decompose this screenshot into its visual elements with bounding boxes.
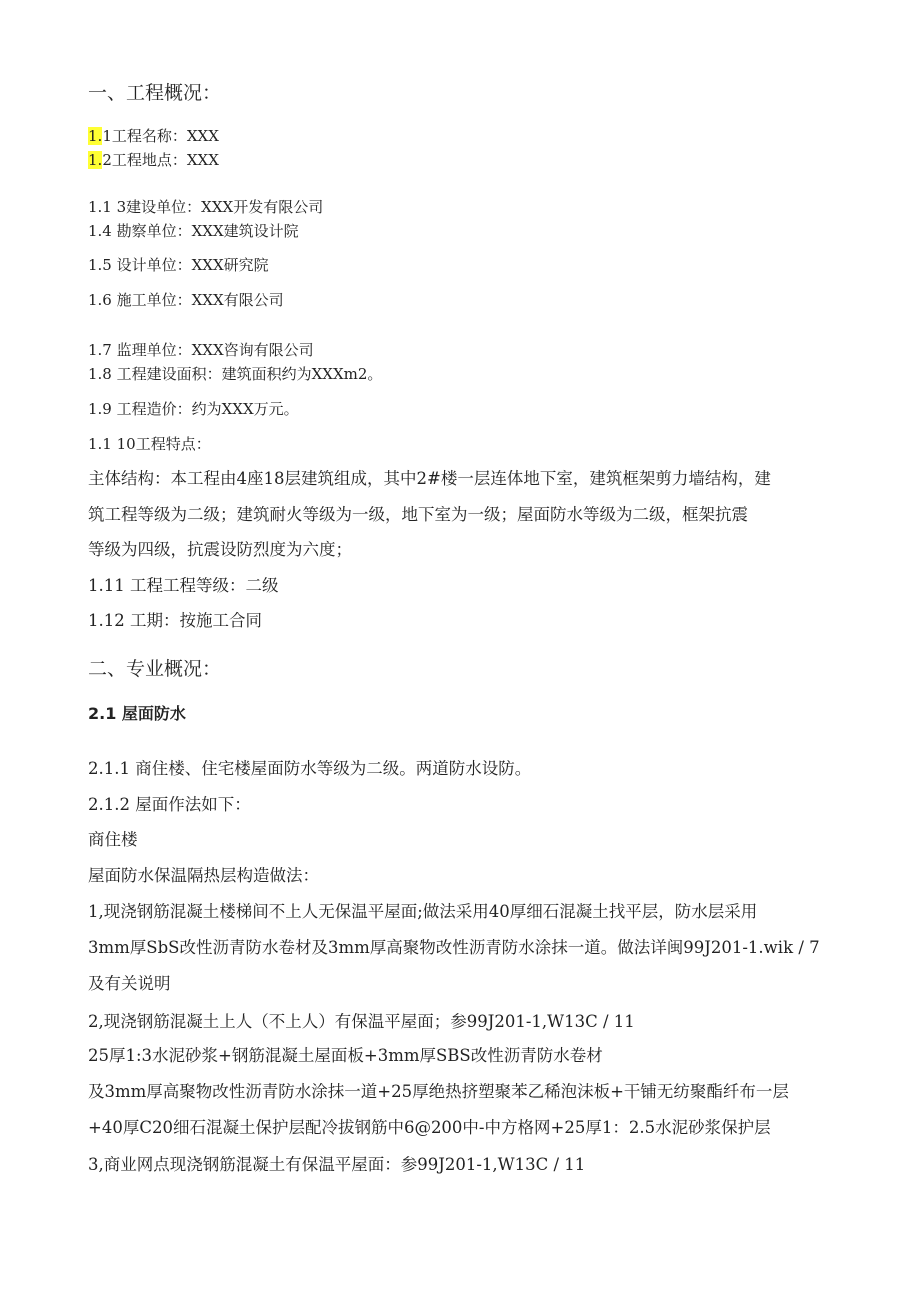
- text-line: 3mm厚SbS改性沥青防水卷材及3mm厚高聚物改性沥青防水涂抹一道。做法详闽99J201-1.wik / 7: [88, 938, 820, 957]
- text-line: 3,商业网点现浇钢筋混凝土有保温平屋面：参99J201-1,W13C / 11: [88, 1155, 586, 1174]
- text-line: 及3mm厚高聚物改性沥青防水涂抹一道+25厚绝热挤塑聚苯乙稀泡沫板+干铺无纺聚酯纤布一层: [88, 1082, 789, 1101]
- subsection-heading: 2.1 屋面防水: [88, 704, 186, 723]
- line-1-5: 1.5 设计单位：XXX研究院: [88, 256, 269, 274]
- text-line: 25厚1:3水泥砂浆+钢筋混凝土屋面板+3mm厚SBS改性沥青防水卷材: [88, 1046, 603, 1065]
- line-1-10: 1.1 10工程特点：: [88, 435, 211, 453]
- text-line: 1,现浇钢筋混凝土楼梯间不上人无保温平屋面;做法采用40厚细石混凝土找平层，防水层采用: [88, 902, 758, 921]
- text-line: +40厚C20细石混凝土保护层配冷拔钢筋中6@200中-中方格网+25厚1：2.5水泥砂浆保护层: [88, 1118, 771, 1137]
- line-1-11: 1.11 工程工程等级：二级: [88, 576, 279, 595]
- highlight-mark: 1.: [88, 151, 103, 169]
- text-line: 2,现浇钢筋混凝土上人（不上人）有保温平屋面；参99J201-1,W13C / 11: [88, 1012, 635, 1031]
- line-2-1-2: 2.1.2 屋面作法如下：: [88, 795, 251, 814]
- text-line: 及有关说明: [88, 974, 171, 993]
- text-line: 商住楼: [88, 830, 138, 849]
- line-1-4: 1.4 勘察单位：XXX建筑设计院: [88, 222, 299, 240]
- highlight-mark: 1.: [88, 127, 103, 145]
- line-1-1-text: 1工程名称：XXX: [102, 127, 219, 145]
- section-2-heading: 二、专业概况：: [88, 658, 222, 680]
- line-1-7: 1.7 监理单位：XXX咨询有限公司: [88, 341, 314, 359]
- line-1-6: 1.6 施工单位：XXX有限公司: [88, 291, 284, 309]
- line-1-3: 1.1 3建设单位：XXX开发有限公司: [88, 198, 324, 216]
- text-line: 屋面防水保温隔热层构造做法：: [88, 866, 319, 885]
- paragraph-line: 等级为四级，抗震设防烈度为六度；: [88, 540, 352, 559]
- line-1-1: [88, 129, 219, 144]
- paragraph-line: 主体结构：本工程由4座18层建筑组成，其中2#楼一层连体地下室，建筑框架剪力墙结构，建: [88, 469, 771, 488]
- paragraph-line: 筑工程等级为二级；建筑耐火等级为一级，地下室为一级；屋面防水等级为二级，框架抗震: [88, 505, 748, 524]
- section-1-heading: 一、工程概况：: [88, 82, 222, 104]
- line-1-2: [88, 153, 219, 168]
- line-1-12: 1.12 工期：按施工合同: [88, 611, 262, 630]
- line-1-8: 1.8 工程建设面积：建筑面积约为XXXm2。: [88, 365, 383, 383]
- line-1-9: 1.9 工程造价：约为XXX万元。: [88, 400, 299, 418]
- line-2-1-1: 2.1.1 商住楼、住宅楼屋面防水等级为二级。两道防水设防。: [88, 759, 532, 778]
- line-1-2-text: 2工程地点：XXX: [102, 151, 219, 169]
